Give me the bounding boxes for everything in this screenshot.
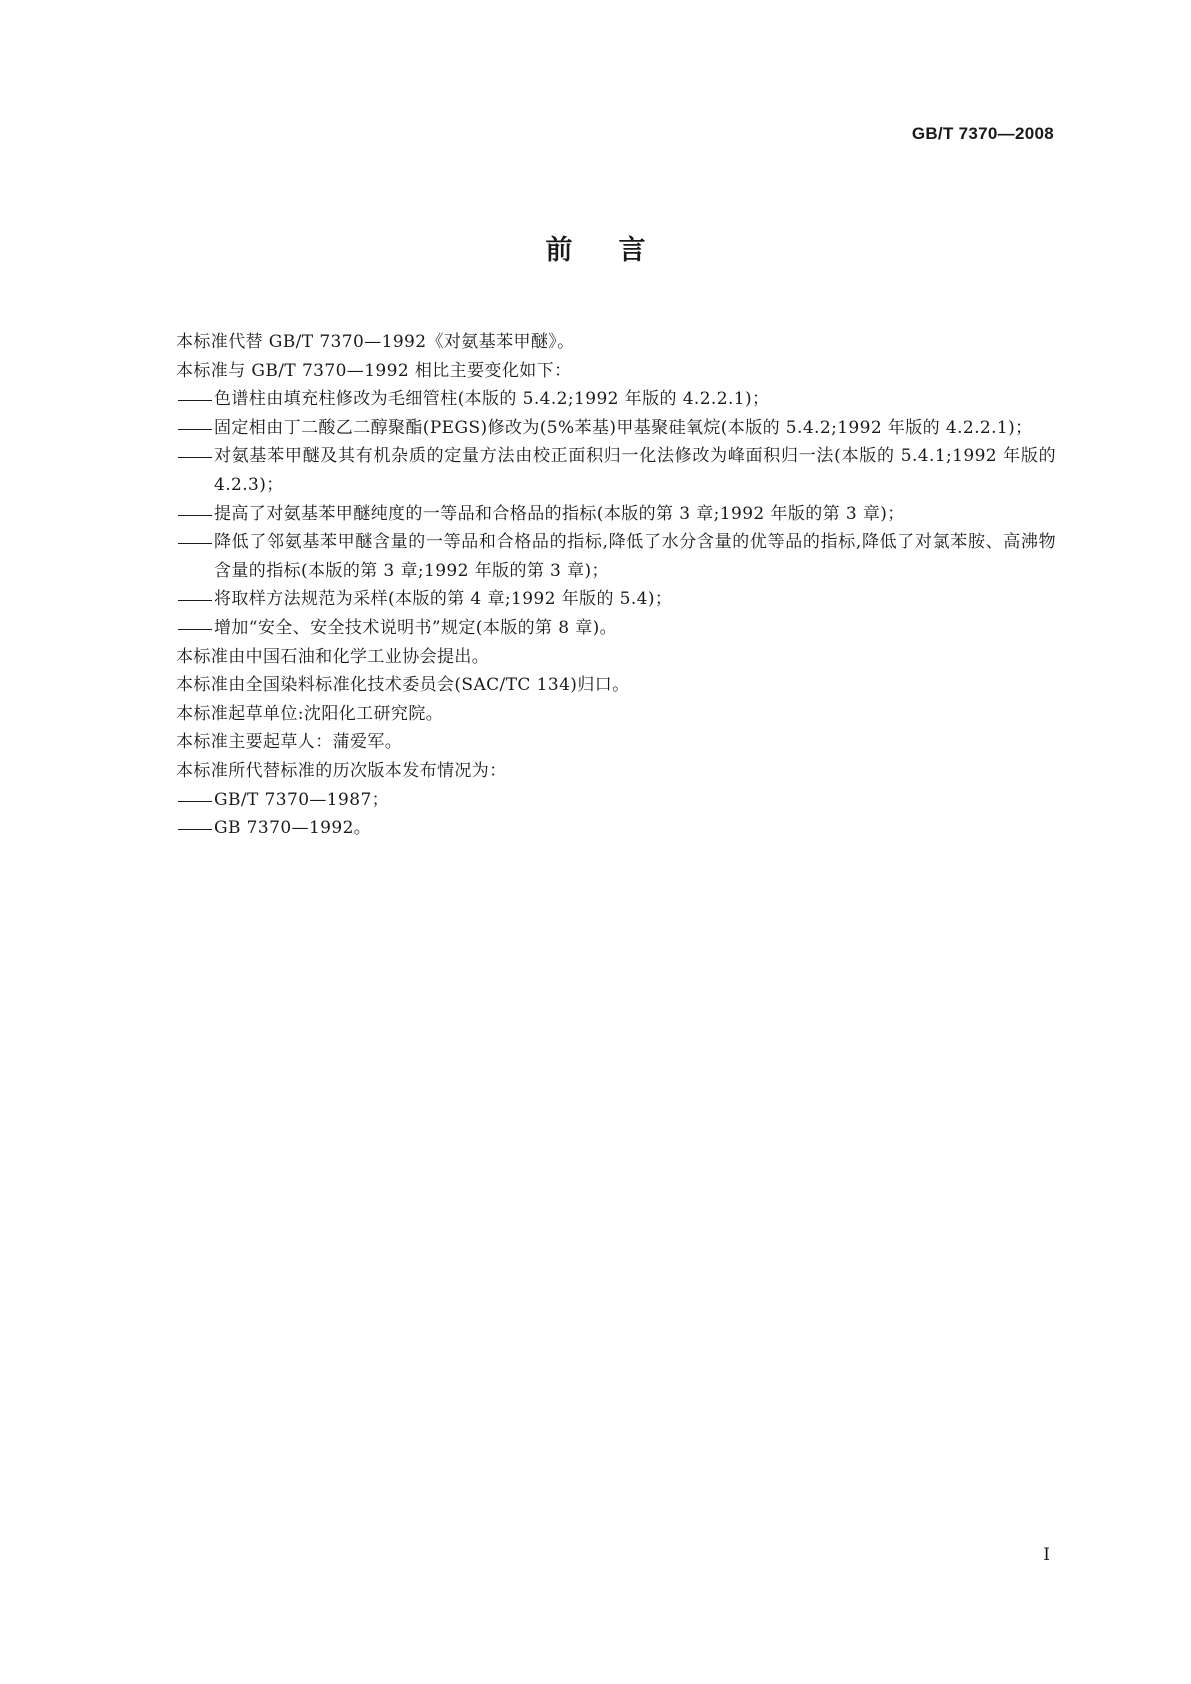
list-item [176, 614, 1056, 643]
dash-marker [176, 585, 214, 614]
list-item-text: 降低了邻氨基苯甲醚含量的一等品和合格品的指标,降低了水分含量的优等品的指标,降低了对氯苯胺、高沸物含量的指标(本版的第 3 章;1992 年版的第 3 章)； [214, 532, 1056, 581]
dash-marker [176, 614, 214, 643]
list-item [176, 442, 1056, 499]
page-title: 前言 [545, 235, 692, 266]
list-item-text: 增加“安全、安全技术说明书”规定(本版的第 8 章)。 [214, 617, 618, 638]
list-item-text: 提高了对氨基苯甲醚纯度的一等品和合格品的指标(本版的第 3 章;1992 年版的第 3 章)； [214, 503, 905, 524]
list-item [176, 528, 1056, 585]
paragraph-proposed-by: 本标准由中国石油和化学工业协会提出。 [176, 646, 490, 667]
dash-marker [176, 814, 214, 843]
list-item [176, 585, 1056, 614]
dash-marker [176, 786, 214, 815]
paragraph-changes-intro: 本标准与 GB/T 7370—1992 相比主要变化如下： [176, 360, 572, 381]
list-item [176, 385, 1056, 414]
foreword-body [176, 328, 1056, 843]
paragraph-history-intro: 本标准所代替标准的历次版本发布情况为： [176, 760, 507, 781]
paragraph-drafting-unit: 本标准起草单位:沈阳化工研究院。 [176, 703, 444, 724]
paragraph-centralized-by: 本标准由全国染料标准化技术委员会(SAC/TC 134)归口。 [176, 675, 630, 696]
history-item-text: GB/T 7370—1987； [214, 789, 390, 810]
list-item-text: 对氨基苯甲醚及其有机杂质的定量方法由校正面积归一化法修改为峰面积归一法(本版的 5.4.1;1992 年版的 4.2.3)； [214, 446, 1056, 495]
dash-marker [176, 385, 214, 414]
paragraph-replaces: 本标准代替 GB/T 7370—1992《对氨基苯甲醚》。 [176, 332, 575, 352]
standard-number: GB/T 7370—2008 [911, 124, 1054, 143]
dash-marker [176, 528, 214, 557]
list-item [176, 414, 1056, 443]
page-number: I [1043, 1545, 1050, 1565]
history-item [176, 814, 1056, 843]
dash-marker [176, 414, 214, 443]
history-item [176, 786, 1056, 815]
list-item [176, 500, 1056, 529]
list-item-text: 将取样方法规范为采样(本版的第 4 章;1992 年版的 5.4)； [214, 589, 673, 610]
list-item-text: 色谱柱由填充柱修改为毛细管柱(本版的 5.4.2;1992 年版的 4.2.2.1)； [214, 389, 770, 410]
dash-marker [176, 442, 214, 471]
list-item-text: 固定相由丁二酸乙二醇聚酯(PEGS)修改为(5%苯基)甲基聚硅氧烷(本版的 5.4.2;1992 年版的 4.2.2.1)； [214, 417, 1033, 438]
paragraph-drafters: 本标准主要起草人：蒲爱军。 [176, 732, 403, 753]
history-item-text: GB 7370—1992。 [214, 818, 372, 839]
dash-marker [176, 500, 214, 529]
